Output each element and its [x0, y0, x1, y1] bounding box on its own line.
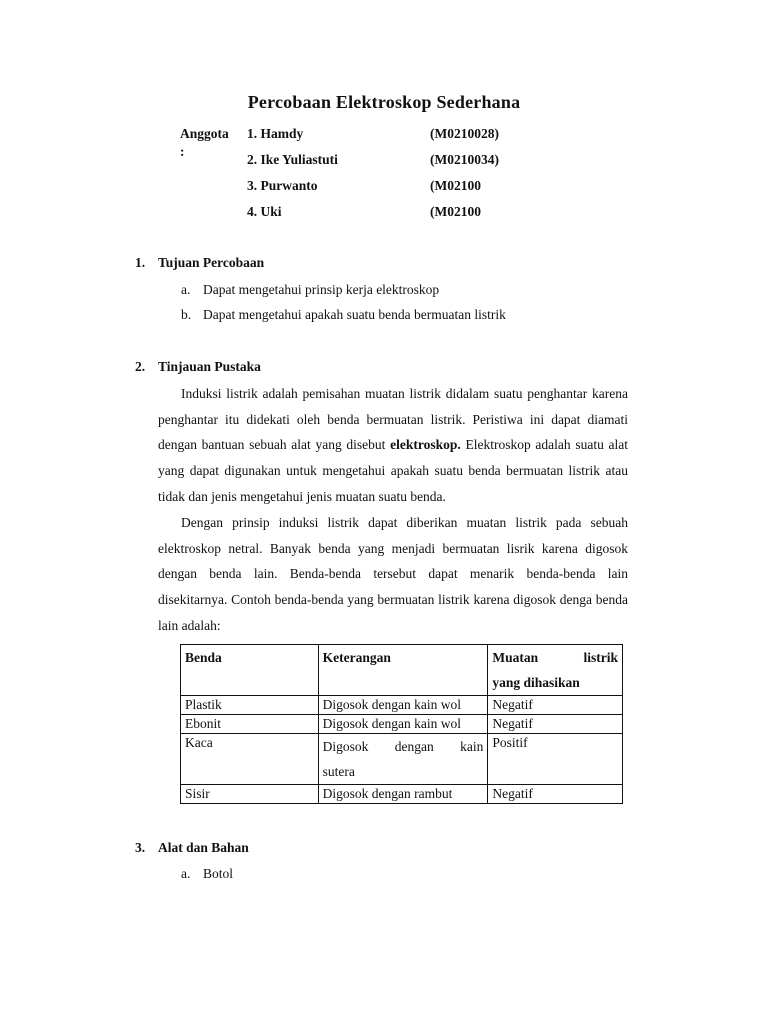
section-heading-tinjauan — [135, 359, 261, 375]
member-name: 1. Hamdy — [247, 126, 304, 141]
paragraph-prinsip — [158, 510, 628, 639]
list-text: Botol — [203, 866, 234, 881]
list-text: Dapat mengetahui prinsip kerja elektroskop — [203, 282, 440, 297]
paragraph-bold-term: elektroskop. — [390, 437, 461, 453]
paragraph-induksi — [158, 381, 628, 510]
table-row — [181, 715, 623, 734]
member-id: (M0210034) — [430, 152, 499, 167]
member-name: 2. Ike Yuliastuti — [247, 152, 338, 167]
list-item — [181, 307, 506, 323]
table-cell-line: Digosok dengan kain — [322, 739, 484, 754]
table-cell: Ebonit — [181, 715, 319, 734]
list-letter: a. — [181, 866, 191, 881]
table-header-row — [181, 645, 623, 696]
table-cell: Digosok dengan kain wol — [318, 696, 488, 715]
section-title: Tinjauan Pustaka — [158, 359, 261, 374]
charge-table — [180, 644, 623, 804]
table-cell: Negatif — [488, 715, 623, 734]
table-header: Keterangan — [318, 645, 488, 696]
document-title: Percobaan Elektroskop Sederhana — [247, 92, 521, 112]
table-cell-line: sutera — [322, 764, 355, 779]
paragraph-text: Dengan prinsip induksi listrik dapat diberikan muatan listrik pada sebuah elektroskop netral. Banyak benda yang menjadi bermuatan lisrik karena digosok dengan benda lain. Benda-benda tersebut dapat menarik benda-benda lain disekitarnya. Contoh benda-benda yang bermuatan listrik karena digosok denga benda lain adalah: — [158, 515, 628, 633]
list-item — [181, 866, 233, 882]
table-cell: Kaca — [181, 734, 319, 785]
member-name: 4. Uki — [247, 204, 282, 219]
list-letter: b. — [181, 307, 192, 322]
table-cell: Negatif — [488, 785, 623, 804]
section-number: 3. — [135, 840, 146, 855]
table-cell: Digosok dengan rambut — [318, 785, 488, 804]
table-header-word: Muatan — [492, 650, 539, 665]
paragraph-text: Induksi listrik adalah pemisahan muatan listrik didalam suatu penghantar karena penghantar itu didekati oleh benda bermuatan listrik. Peristiwa ini dapat diamati dengan bantuan sebuah alat yang disebut — [158, 386, 628, 453]
table-row — [181, 696, 623, 715]
list-text: Dapat mengetahui apakah suatu benda bermuatan listrik — [203, 307, 506, 322]
table-cell: Plastik — [181, 696, 319, 715]
table-cell — [318, 734, 488, 785]
table-header-word: yang dihasikan — [492, 675, 580, 690]
table-row — [181, 785, 623, 804]
member-name: 3. Purwanto — [247, 178, 318, 193]
table-cell: Positif — [488, 734, 623, 785]
member-id: (M02100 — [430, 178, 481, 193]
table-cell: Negatif — [488, 696, 623, 715]
section-title: Tujuan Percobaan — [158, 255, 265, 270]
list-item — [181, 282, 439, 298]
table-header-word: listrik — [583, 650, 618, 665]
table-cell: Digosok dengan kain wol — [318, 715, 488, 734]
members-label: Anggota : — [180, 126, 229, 159]
paragraph-text: Elektroskop adalah suatu alat yang dapat digunakan untuk mengetahui apakah suatu benda bermuatan listrik atau tidak dan jenis mengetahui jenis muatan suatu benda. — [158, 437, 629, 504]
table-header: Benda — [181, 645, 319, 696]
member-id: (M0210028) — [430, 126, 499, 141]
section-heading-alat — [135, 840, 249, 856]
list-letter: a. — [181, 282, 191, 297]
section-number: 2. — [135, 359, 146, 374]
section-title: Alat dan Bahan — [158, 840, 249, 855]
section-number: 1. — [135, 255, 146, 270]
table-row — [181, 734, 623, 785]
section-heading-tujuan — [135, 255, 264, 271]
table-header — [488, 645, 623, 696]
member-id: (M02100 — [430, 204, 481, 219]
table-cell: Sisir — [181, 785, 319, 804]
